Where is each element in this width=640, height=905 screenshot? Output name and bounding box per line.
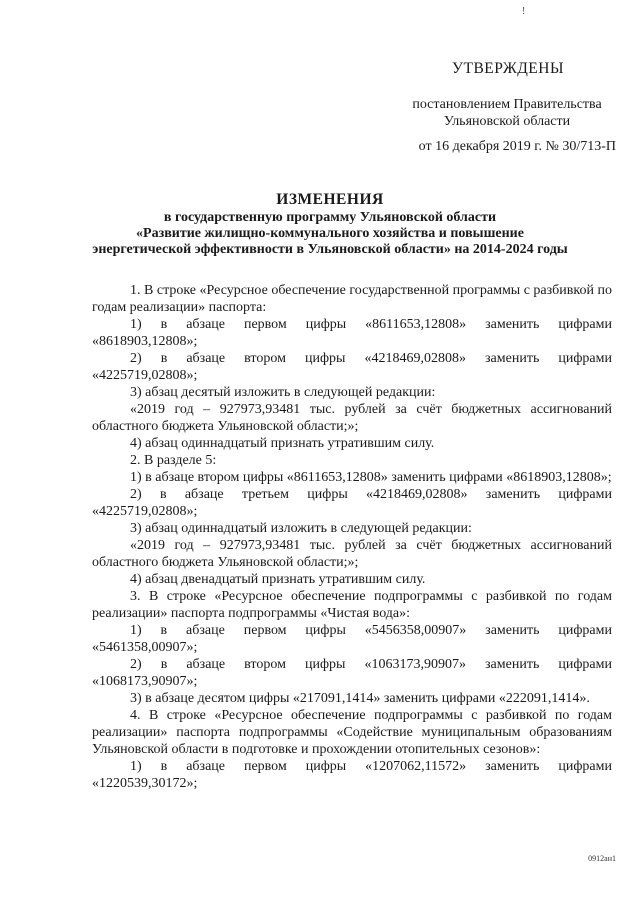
paragraph: 3. В строке «Ресурсное обеспечение подпрограммы с разбивкой по годам реализации» паспорта подпрограммы «Чистая вода»: (92, 589, 612, 621)
paragraph: 4. В строке «Ресурсное обеспечение подпрограммы с разбивкой по годам реализации» паспорта подпрограммы «Содействие муниципальным образованиям Ульяновской области в подготовке и прохождении отопительных сезонов»: (92, 708, 612, 757)
paragraph: 3) абзац десятый изложить в следующей редакции: (130, 385, 436, 400)
paragraph: 2) в абзаце втором цифры «4218469,02808» заменить цифрами «4225719,02808»; (92, 351, 612, 383)
approved-by-line: Ульяновской области (443, 114, 571, 129)
paragraph: 1. В строке «Ресурсное обеспечение государственной программы с разбивкой по годам реализации» паспорта: (92, 283, 612, 315)
paragraph: «2019 год – 927973,93481 тыс. рублей за счёт бюджетных ассигнований областного бюджета Ульяновской области;»; (92, 402, 612, 434)
paragraph: 4) абзац двенадцатый признать утратившим силу. (130, 572, 426, 587)
paragraph: 3) в абзаце десятом цифры «217091,1414» заменить цифрами «222091,1414». (130, 691, 590, 706)
title-main: ИЗМЕНЕНИЯ (276, 191, 384, 208)
paragraph: «2019 год – 927973,93481 тыс. рублей за счёт бюджетных ассигнований областного бюджета Ульяновской области;»; (92, 538, 612, 570)
paragraph: 2. В разделе 5: (130, 453, 217, 468)
title-line: энергетической эффективности в Ульяновской области» на 2014-2024 годы (92, 242, 568, 257)
paragraph: 2) в абзаце втором цифры «1063173,90907» заменить цифрами «1068173,90907»; (92, 657, 612, 689)
title-line: «Развитие жилищно-коммунального хозяйства и повышение (136, 226, 524, 241)
paragraph: 1) в абзаце первом цифры «8611653,12808» заменить цифрами «8618903,12808»; (92, 317, 612, 349)
paragraph: 1) в абзаце втором цифры «8611653,12808» заменить цифрами «8618903,12808»; (130, 470, 612, 485)
approved-by-block (404, 96, 610, 130)
approved-by-line: постановлением Правительства (412, 97, 602, 112)
title-line: в государственную программу Ульяновской области (163, 210, 497, 225)
paragraph: 4) абзац одиннадцатый признать утратившим силу. (130, 436, 435, 451)
document-body (92, 282, 612, 792)
footer-code: 0912ан1 (588, 854, 616, 863)
approved-stamp: УТВЕРЖДЕНЫ (452, 60, 564, 77)
paragraph: 1) в абзаце первом цифры «1207062,11572» заменить цифрами «1220539,30172»; (92, 759, 612, 791)
paragraph: 1) в абзаце первом цифры «5456358,00907» заменить цифрами «5461358,00907»; (92, 623, 612, 655)
document-title (70, 192, 590, 258)
approved-date: от 16 декабря 2019 г. № 30/713-П (418, 139, 616, 154)
corner-mark: ! (522, 6, 526, 17)
paragraph: 2) в абзаце третьем цифры «4218469,02808» заменить цифрами «4225719,02808»; (92, 487, 612, 519)
paragraph: 3) абзац одиннадцатый изложить в следующей редакции: (130, 521, 472, 536)
